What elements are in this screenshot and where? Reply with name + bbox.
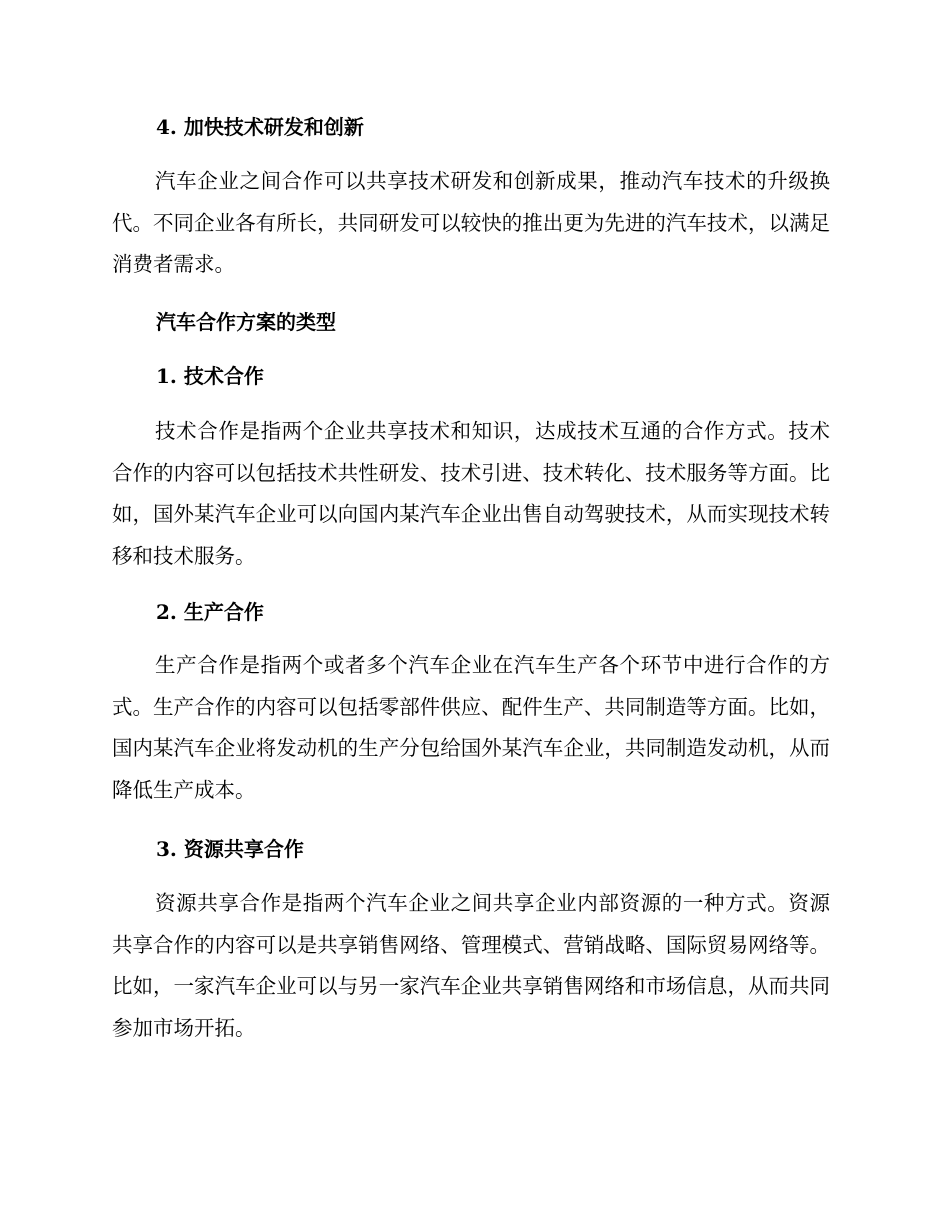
section-paragraph-rd-innovation: 汽车企业之间合作可以共享技术研发和创新成果，推动汽车技术的升级换代。不同企业各有所长，共同研发可以较快的推出更为先进的汽车技术，以满足消费者需求。	[112, 169, 830, 276]
section-paragraph-resource-sharing: 资源共享合作是指两个汽车企业之间共享企业内部资源的一种方式。资源共享合作的内容可以是共享销售网络、管理模式、营销战略、国际贸易网络等。比如，一家汽车企业可以与另一家汽车企业共享销售网络和市场信息，从而共同参加市场开拓。	[112, 891, 830, 1040]
section-paragraph-production-cooperation: 生产合作是指两个或者多个汽车企业在汽车生产各个环节中进行合作的方式。生产合作的内容可以包括零部件供应、配件生产、共同制造等方面。比如，国内某汽车企业将发动机的生产分包给国外某汽车企业，共同制造发动机，从而降低生产成本。	[112, 653, 830, 802]
section-heading-rd-innovation: 4. 加快技术研发和创新	[156, 115, 364, 139]
section-heading-resource-sharing: 3. 资源共享合作	[156, 837, 304, 861]
section-heading-tech-cooperation: 1. 技术合作	[156, 364, 264, 388]
section-heading-production-cooperation: 2. 生产合作	[156, 600, 264, 624]
section-paragraph-tech-cooperation: 技术合作是指两个企业共享技术和知识，达成技术互通的合作方式。技术合作的内容可以包括技术共性研发、技术引进、技术转化、技术服务等方面。比如，国外某汽车企业可以向国内某汽车企业出售自动驾驶技术，从而实现技术转移和技术服务。	[112, 419, 830, 568]
section-heading-cooperation-types: 汽车合作方案的类型	[156, 310, 336, 334]
